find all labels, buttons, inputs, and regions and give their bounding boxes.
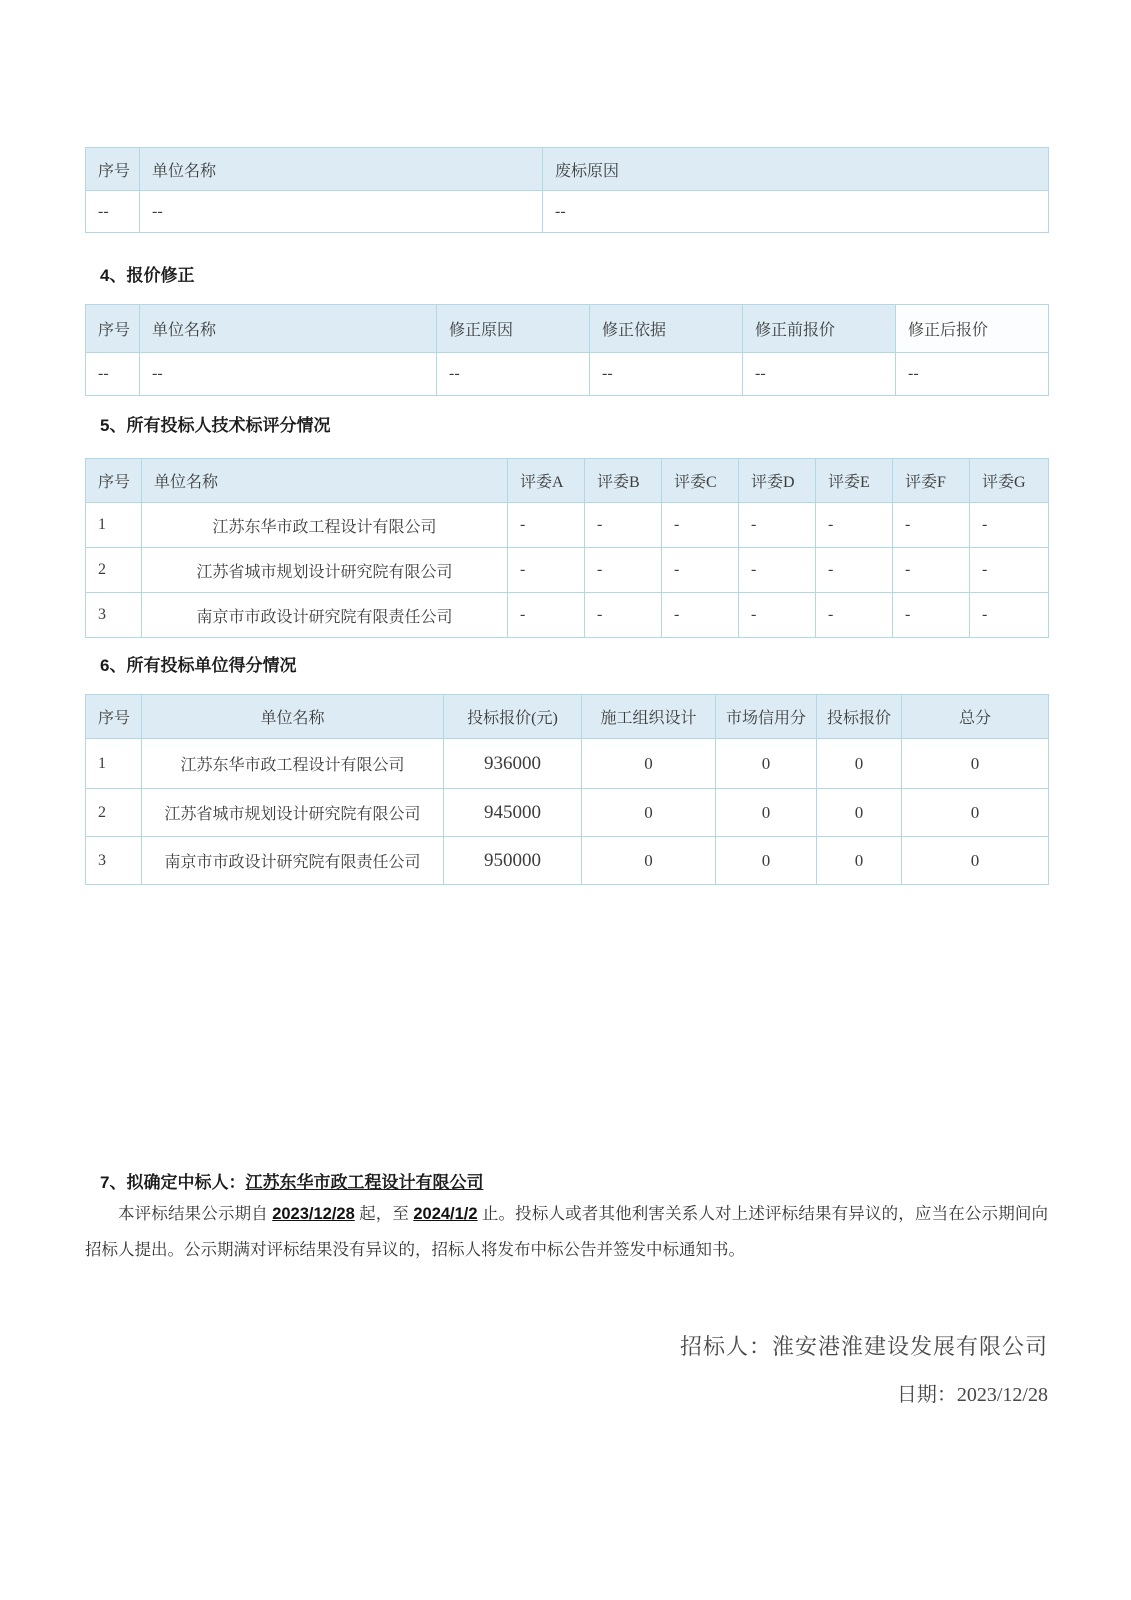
column-header: 序号 (86, 695, 142, 739)
score-cell: - (585, 503, 662, 548)
column-header: 单位名称 (140, 305, 437, 353)
score-cell: 0 (716, 837, 817, 885)
section-7-winner-line (100, 1168, 483, 1193)
company-name-cell: 南京市市政设计研究院有限责任公司 (142, 593, 508, 638)
score-cell: 0 (817, 837, 902, 885)
column-header: 投标报价 (817, 695, 902, 739)
table-row (86, 353, 1049, 396)
table-cell: -- (140, 191, 543, 233)
table-cell: -- (86, 191, 140, 233)
score-cell: 0 (817, 789, 902, 837)
notice-text: 本评标结果公示期自 (118, 1204, 273, 1223)
score-cell: - (585, 548, 662, 593)
score-cell: - (739, 593, 816, 638)
score-cell: - (816, 593, 893, 638)
table-cell: -- (437, 353, 590, 396)
table-cell: -- (590, 353, 743, 396)
score-cell: - (739, 548, 816, 593)
score-cell: - (970, 548, 1049, 593)
column-header: 评委C (662, 459, 739, 503)
score-cell: 0 (716, 789, 817, 837)
notice-text: 止。投标人或者其他利害关系人对上述评标结果有异议的，应当在公示期间向招标人提出。公示期满对评标结果没有异议的，招标人将发布中标公告并签发中标通知书。 (85, 1204, 1049, 1259)
column-header: 序号 (86, 305, 140, 353)
table-row (86, 593, 1049, 638)
rejected-bids-table (85, 147, 1049, 233)
winner-company-name: 江苏东华市政工程设计有限公司 (245, 1173, 484, 1192)
publicity-notice-paragraph (85, 1196, 1048, 1267)
publicity-end-date: 2024/1/2 (413, 1205, 478, 1223)
table-header-row (86, 459, 1049, 503)
column-header: 评委B (585, 459, 662, 503)
column-header: 评委E (816, 459, 893, 503)
company-name-cell: 江苏省城市规划设计研究院有限公司 (142, 789, 444, 837)
table-header-row (86, 148, 1049, 191)
score-cell: 0 (582, 837, 716, 885)
score-cell: 0 (716, 739, 817, 789)
row-index-cell: 1 (86, 503, 142, 548)
bid-price-cell: 950000 (444, 837, 582, 885)
score-cell: 0 (582, 789, 716, 837)
bid-price-cell: 945000 (444, 789, 582, 837)
table-row (86, 789, 1049, 837)
price-correction-table (85, 304, 1049, 396)
table-cell: -- (743, 353, 896, 396)
total-score-cell: 0 (902, 837, 1049, 885)
column-header: 投标报价(元) (444, 695, 582, 739)
column-header: 单位名称 (140, 148, 543, 191)
column-header: 单位名称 (142, 459, 508, 503)
column-header: 评委A (508, 459, 585, 503)
row-index-cell: 2 (86, 789, 142, 837)
column-header: 修正前报价 (743, 305, 896, 353)
row-index-cell: 3 (86, 593, 142, 638)
total-score-cell: 0 (902, 789, 1049, 837)
column-header: 单位名称 (142, 695, 444, 739)
table-header-row (86, 305, 1049, 353)
score-cell: 0 (817, 739, 902, 789)
table-cell: -- (543, 191, 1049, 233)
section-6-heading: 6、所有投标单位得分情况 (100, 656, 297, 675)
company-name-cell: 江苏东华市政工程设计有限公司 (142, 503, 508, 548)
table-row (86, 503, 1049, 548)
technical-scores-table (85, 458, 1049, 638)
table-cell: -- (896, 353, 1049, 396)
table-row (86, 837, 1049, 885)
column-header: 评委F (893, 459, 970, 503)
row-index-cell: 3 (86, 837, 142, 885)
table-cell: -- (140, 353, 437, 396)
column-header: 序号 (86, 148, 140, 191)
score-cell: - (893, 503, 970, 548)
score-cell: - (970, 593, 1049, 638)
company-name-cell: 南京市市政设计研究院有限责任公司 (142, 837, 444, 885)
row-index-cell: 2 (86, 548, 142, 593)
score-cell: - (585, 593, 662, 638)
score-cell: - (970, 503, 1049, 548)
table-cell: -- (86, 353, 140, 396)
column-header: 总分 (902, 695, 1049, 739)
signature-date-line: 日期：2023/12/28 (896, 1384, 1048, 1406)
column-header: 施工组织设计 (582, 695, 716, 739)
score-cell: - (508, 548, 585, 593)
column-header: 评委D (739, 459, 816, 503)
row-index-cell: 1 (86, 739, 142, 789)
winner-label: 7、拟确定中标人： (100, 1173, 246, 1192)
company-name-cell: 江苏东华市政工程设计有限公司 (142, 739, 444, 789)
table-header-row (86, 695, 1049, 739)
section-4-heading: 4、报价修正 (100, 266, 195, 285)
column-header: 修正后报价 (896, 305, 1049, 353)
column-header: 市场信用分 (716, 695, 817, 739)
score-cell: - (816, 503, 893, 548)
score-cell: - (662, 548, 739, 593)
score-cell: - (662, 593, 739, 638)
section-5-heading: 5、所有投标人技术标评分情况 (100, 416, 331, 435)
column-header: 评委G (970, 459, 1049, 503)
column-header: 序号 (86, 459, 142, 503)
total-scores-table (85, 694, 1049, 885)
score-cell: - (508, 593, 585, 638)
column-header: 废标原因 (543, 148, 1049, 191)
column-header: 修正原因 (437, 305, 590, 353)
notice-text: 起，至 (354, 1204, 414, 1223)
total-score-cell: 0 (902, 739, 1049, 789)
company-name-cell: 江苏省城市规划设计研究院有限公司 (142, 548, 508, 593)
score-cell: - (508, 503, 585, 548)
publicity-start-date: 2023/12/28 (272, 1205, 355, 1223)
score-cell: 0 (582, 739, 716, 789)
score-cell: - (739, 503, 816, 548)
table-row (86, 548, 1049, 593)
column-header: 修正依据 (590, 305, 743, 353)
score-cell: - (893, 593, 970, 638)
score-cell: - (662, 503, 739, 548)
bid-price-cell: 936000 (444, 739, 582, 789)
score-cell: - (893, 548, 970, 593)
score-cell: - (816, 548, 893, 593)
table-row (86, 739, 1049, 789)
table-row (86, 191, 1049, 233)
tenderer-signature-line: 招标人：淮安港淮建设发展有限公司 (679, 1334, 1048, 1359)
